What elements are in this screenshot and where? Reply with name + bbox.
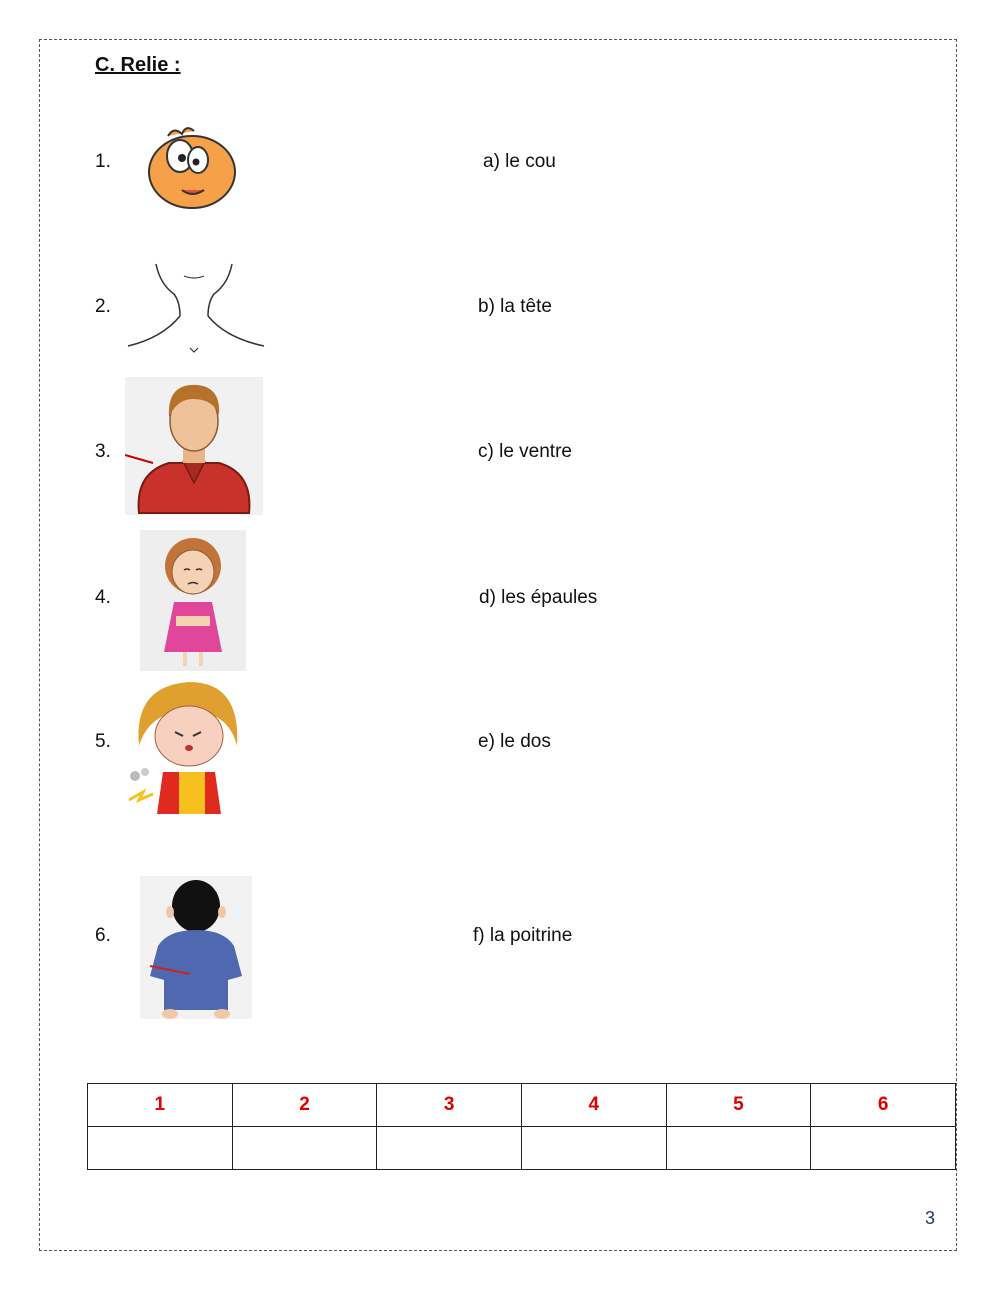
- exercise-title: C. Relie :: [95, 54, 181, 76]
- grid-header-cell: 5: [666, 1084, 811, 1127]
- grid-header-cell: 4: [521, 1084, 666, 1127]
- girl-stomach-ache-icon: [140, 530, 246, 671]
- grid-header-cell: 6: [811, 1084, 956, 1127]
- item-number: 1.: [95, 151, 111, 172]
- answer-choice: f) la poitrine: [473, 925, 573, 946]
- answer-grid: [87, 1083, 956, 1170]
- grid-header-row: [88, 1084, 956, 1127]
- item-number: 6.: [95, 925, 111, 946]
- grid-answer-cell[interactable]: [811, 1127, 956, 1170]
- grid-answer-cell[interactable]: [232, 1127, 377, 1170]
- grid-header-cell: 1: [88, 1084, 233, 1127]
- item-number: 3.: [95, 441, 111, 462]
- grid-header-cell: 3: [377, 1084, 522, 1127]
- cartoon-head-icon: [146, 124, 241, 212]
- answer-choice: b) la tête: [478, 296, 552, 317]
- grid-answer-cell[interactable]: [666, 1127, 811, 1170]
- item-number: 2.: [95, 296, 111, 317]
- boy-back-icon: [140, 876, 252, 1019]
- answer-choice: a) le cou: [483, 151, 556, 172]
- page-number: 3: [925, 1208, 936, 1228]
- grid-answer-cell[interactable]: [377, 1127, 522, 1170]
- shoulders-man-icon: [125, 377, 263, 515]
- item-number: 4.: [95, 587, 111, 608]
- item-number: 5.: [95, 731, 111, 752]
- answer-choice: d) les épaules: [479, 587, 598, 608]
- neck-sketch-icon: [126, 262, 268, 356]
- girl-chest-pain-icon: [125, 676, 249, 816]
- answer-choice: e) le dos: [478, 731, 551, 752]
- grid-header-cell: 2: [232, 1084, 377, 1127]
- grid-answer-cell[interactable]: [521, 1127, 666, 1170]
- grid-answer-cell[interactable]: [88, 1127, 233, 1170]
- grid-answer-row: [88, 1127, 956, 1170]
- answer-choice: c) le ventre: [478, 441, 572, 462]
